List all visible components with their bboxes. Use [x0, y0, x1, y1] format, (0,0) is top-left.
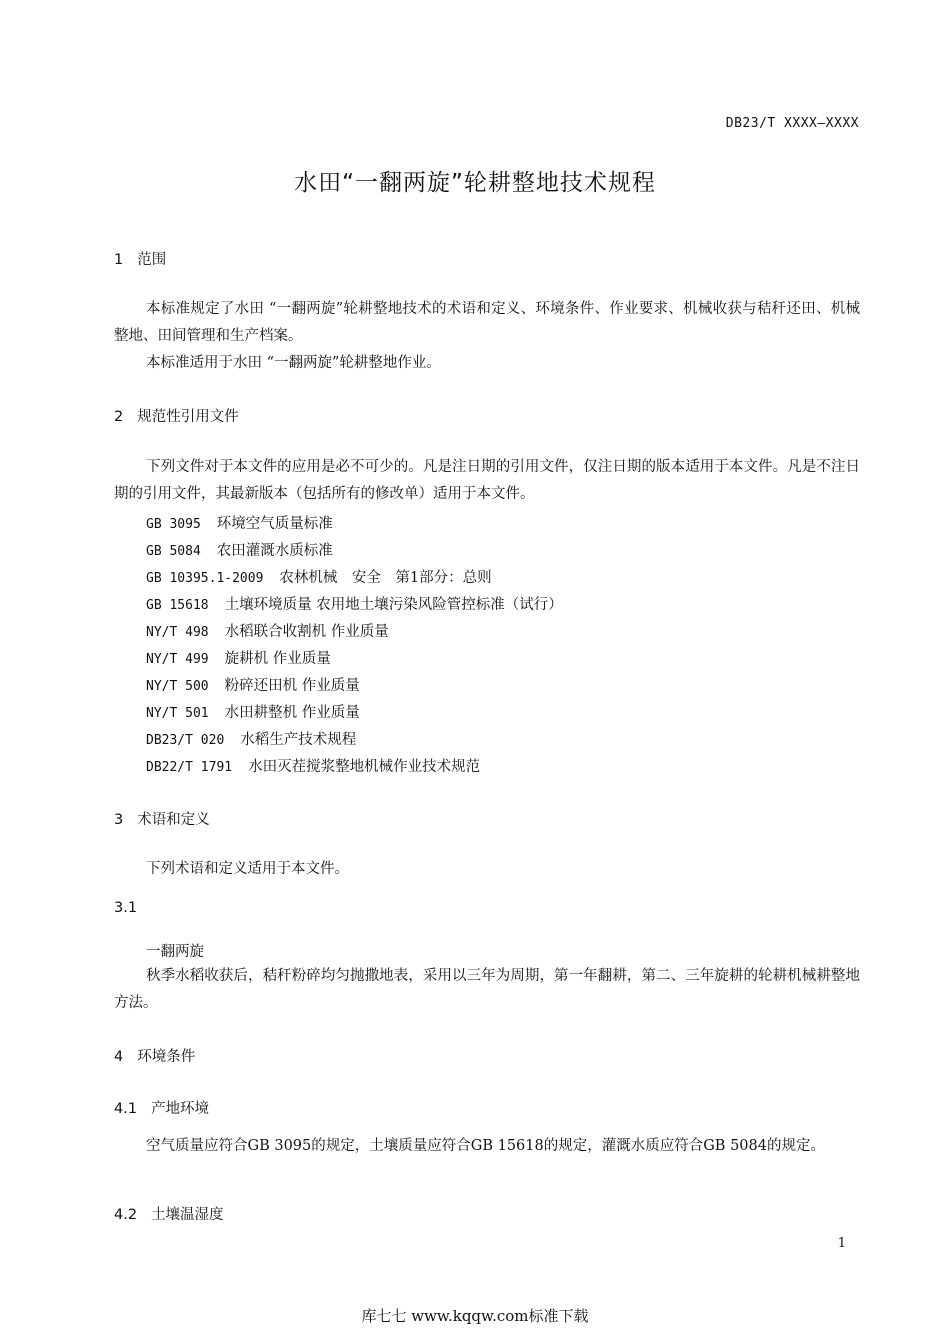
document-code: DB23/T XXXX—XXXX: [725, 116, 859, 131]
reference-item: [146, 728, 356, 749]
section-3-paragraph-1: 下列术语和定义适用于本文件。: [146, 861, 349, 877]
document-title: 水田“一翻两旋”轮耕整地技术规程: [294, 170, 656, 196]
reference-code: GB 3095: [146, 517, 201, 532]
section-2-paragraph-1: 下列文件对于本文件的应用是必不可少的。凡是注日期的引用文件，仅注日期的版本适用于本文件。凡是不注日期的引用文件，其最新版本（包括所有的修改单）适用于本文件。: [114, 459, 860, 502]
reference-code: NY/T 498: [146, 625, 209, 640]
reference-name: 农林机械 安全 第1部分：总则: [279, 570, 492, 586]
reference-name: 水稻联合收割机 作业质量: [224, 624, 389, 640]
section-number: 4: [114, 1049, 124, 1065]
reference-item: [146, 593, 563, 614]
reference-code: DB22/T 1791: [146, 760, 233, 775]
section-title: 环境条件: [137, 1049, 196, 1065]
reference-code: NY/T 501: [146, 706, 209, 721]
subsection-title: 产地环境: [151, 1101, 210, 1117]
reference-code: DB23/T 020: [146, 733, 225, 748]
reference-name: 水田耕整机 作业质量: [224, 705, 360, 721]
reference-item: [146, 539, 333, 560]
reference-code: NY/T 500: [146, 679, 209, 694]
reference-name: 旋耕机 作业质量: [224, 651, 331, 667]
subsection-title: 土壤温湿度: [151, 1207, 224, 1223]
subsection-3-1-number: 3.1: [114, 900, 138, 916]
reference-name: 水稻生产技术规程: [240, 732, 357, 748]
reference-code: GB 10395.1-2009: [146, 571, 264, 586]
reference-item: [146, 647, 331, 668]
reference-code: NY/T 499: [146, 652, 209, 667]
section-2-heading: [114, 405, 239, 426]
section-title: 术语和定义: [137, 812, 210, 828]
section-number: 1: [114, 252, 124, 268]
section-3-heading: [114, 808, 210, 829]
subsection-number: 4.1: [114, 1101, 138, 1117]
reference-name: 农田灌溉水质标准: [216, 543, 333, 559]
section-4-heading: [114, 1045, 195, 1066]
section-1-heading: [114, 248, 166, 269]
reference-item: [146, 566, 492, 587]
subsection-4-1-heading: [114, 1097, 209, 1118]
reference-item: [146, 620, 389, 641]
footer-watermark: 库七七 www.kqqw.com标准下载: [361, 1307, 589, 1325]
reference-name: 环境空气质量标准: [216, 516, 333, 532]
section-number: 3: [114, 812, 124, 828]
reference-code: GB 15618: [146, 598, 209, 613]
reference-item: [146, 512, 333, 533]
reference-name: 粉碎还田机 作业质量: [224, 678, 360, 694]
section-title: 规范性引用文件: [137, 409, 239, 425]
subsection-4-1-paragraph: 空气质量应符合GB 3095的规定，土壤质量应符合GB 15618的规定，灌溉水质应符合GB 5084的规定。: [146, 1138, 825, 1154]
term-name: 一翻两旋: [146, 944, 204, 960]
reference-item: [146, 701, 360, 722]
subsection-number: 4.2: [114, 1207, 138, 1223]
section-1-paragraph-1: 本标准规定了水田 “一翻两旋”轮耕整地技术的术语和定义、环境条件、作业要求、机械收获与秸秆还田、机械整地、田间管理和生产档案。: [114, 301, 860, 344]
term-definition: 秋季水稻收获后，秸秆粉碎均匀抛撒地表，采用以三年为周期，第一年翻耕，第二、三年旋耕的轮耕机械耕整地方法。: [114, 968, 860, 1011]
reference-item: [146, 674, 360, 695]
section-1-paragraph-2: 本标准适用于水田 “一翻两旋”轮耕整地作业。: [146, 355, 441, 371]
section-title: 范围: [137, 252, 167, 268]
page-number: 1: [837, 1236, 846, 1251]
reference-name: 水田灭茬搅浆整地机械作业技术规范: [248, 759, 481, 775]
subsection-4-2-heading: [114, 1203, 224, 1224]
reference-item: [146, 755, 480, 776]
section-number: 2: [114, 409, 124, 425]
reference-code: GB 5084: [146, 544, 201, 559]
reference-name: 土壤环境质量 农用地土壤污染风险管控标准（试行）: [224, 597, 563, 613]
